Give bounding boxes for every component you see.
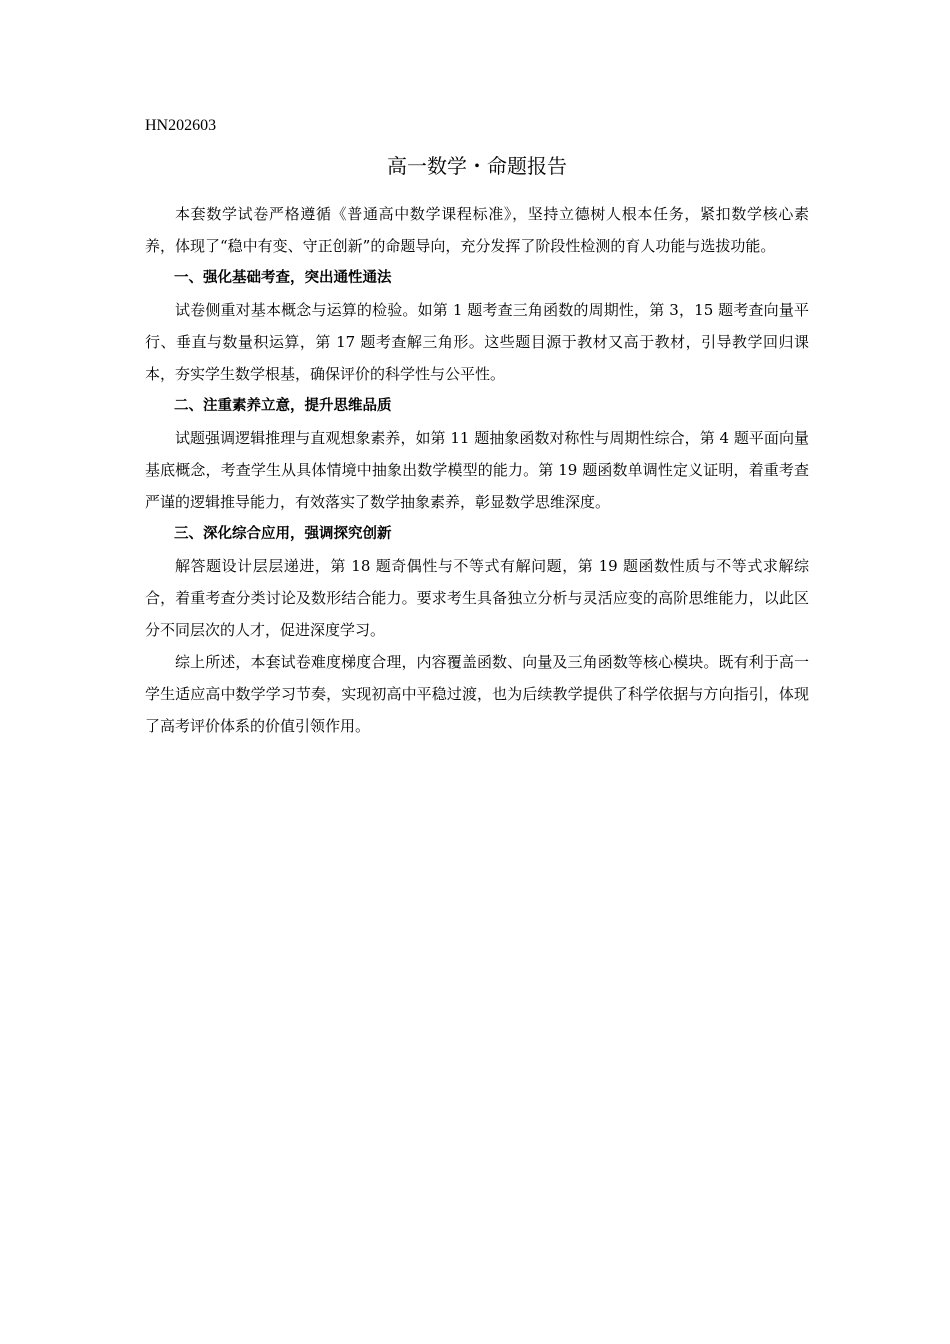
document-title: 高一数学・命题报告 [387, 154, 567, 178]
section-1-body: 试卷侧重对基本概念与运算的检验。如第 1 题考查三角函数的周期性，第 3，15 题考查向量平行、垂直与数量积运算，第 17 题考查解三角形。这些题目源于教材又高于教材，引导教学回归课本，夯实学生数学根基，确保评价的科学性与公平性。 [145, 301, 809, 383]
section-2-heading: 二、注重素养立意，提升思维品质 [174, 398, 392, 414]
section-1-heading: 一、强化基础考查，突出通性通法 [174, 270, 392, 286]
section-3-heading: 三、深化综合应用，强调探究创新 [174, 526, 392, 542]
document-code: HN202603 [145, 117, 217, 134]
intro-paragraph: 本套数学试卷严格遵循《普通高中数学课程标准》，坚持立德树人根本任务，紧扣数学核心素养，体现了“稳中有变、守正创新”的命题导向，充分发挥了阶段性检测的育人功能与选拔功能。 [145, 205, 809, 255]
section-2-body: 试题强调逻辑推理与直观想象素养，如第 11 题抽象函数对称性与周期性综合，第 4 题平面向量基底概念，考查学生从具体情境中抽象出数学模型的能力。第 19 题函数单调性定义证明，着重考查严谨的逻辑推导能力，有效落实了数学抽象素养，彰显数学思维深度。 [145, 429, 809, 511]
document-page [145, 112, 809, 742]
section-3-body: 解答题设计层层递进，第 18 题奇偶性与不等式有解问题，第 19 题函数性质与不等式求解综合，着重考查分类讨论及数形结合能力。要求考生具备独立分析与灵活应变的高阶思维能力，以此区分不同层次的人才，促进深度学习。 [145, 557, 809, 639]
conclusion-paragraph: 综上所述，本套试卷难度梯度合理，内容覆盖函数、向量及三角函数等核心模块。既有利于高一学生适应高中数学学习节奏，实现初高中平稳过渡，也为后续教学提供了科学依据与方向指引，体现了高考评价体系的价值引领作用。 [145, 653, 809, 735]
